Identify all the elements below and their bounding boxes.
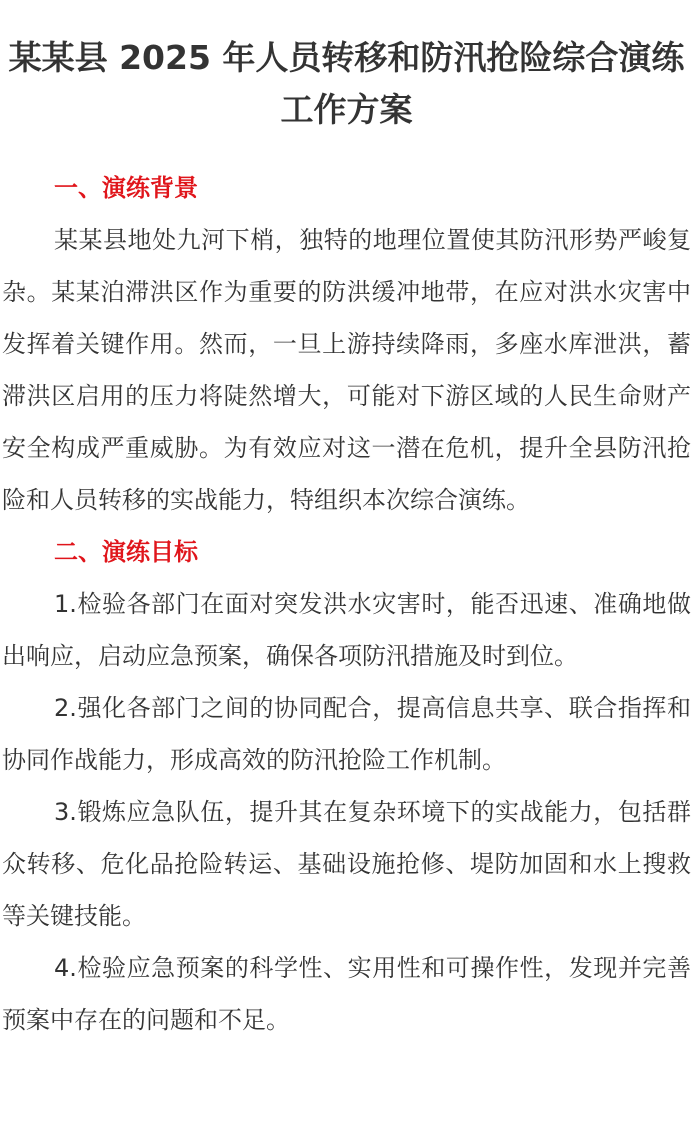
section-heading-goals: 二、演练目标	[54, 538, 198, 566]
section-heading-background: 一、演练背景	[54, 174, 198, 202]
paragraph-background: 某某县地处九河下梢，独特的地理位置使其防汛形势严峻复杂。某某泊滞洪区作为重要的防洪缓冲地带，在应对洪水灾害中发挥着关键作用。然而，一旦上游持续降雨，多座水库泄洪，蓄滞洪区启用的压力将陡然增大，可能对下游区域的人民生命财产安全构成严重威胁。为有效应对这一潜在危机，提升全县防汛抢险和人员转移的实战能力，特组织本次综合演练。	[2, 226, 691, 514]
goal-item-2: 2.强化各部门之间的协同配合，提高信息共享、联合指挥和协同作战能力，形成高效的防汛抢险工作机制。	[2, 694, 691, 774]
goal-item-4: 4.检验应急预案的科学性、实用性和可操作性，发现并完善预案中存在的问题和不足。	[2, 954, 691, 1034]
goal-item-1: 1.检验各部门在面对突发洪水灾害时，能否迅速、准确地做出响应，启动应急预案，确保各项防汛措施及时到位。	[2, 590, 691, 670]
document-title	[2, 32, 691, 136]
title-suffix: 年人员转移和防汛抢险综合演练工作方案	[222, 38, 685, 129]
title-year: 2025	[119, 38, 211, 77]
goal-item-3: 3.锻炼应急队伍，提升其在复杂环境下的实战能力，包括群众转移、危化品抢险转运、基础设施抢修、堤防加固和水上搜救等关键技能。	[2, 798, 691, 930]
title-prefix: 某某县	[8, 38, 108, 77]
document	[0, 32, 693, 1046]
